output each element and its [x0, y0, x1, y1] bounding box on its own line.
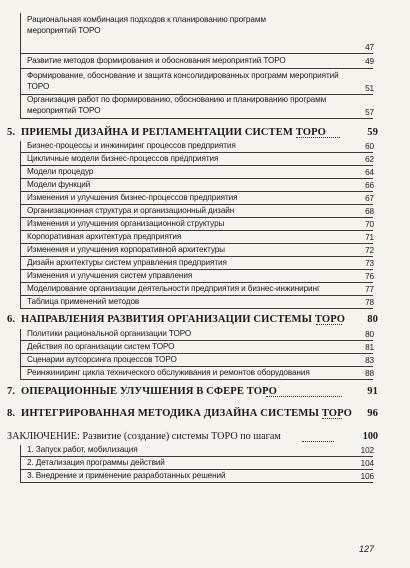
- leader-rule: [20, 191, 373, 192]
- toc-entry-page: 77: [365, 285, 374, 294]
- leader-dots: [266, 396, 342, 397]
- section-number: 7.: [7, 386, 16, 397]
- toc-entry-text-line2: мероприятий ТОРО: [27, 106, 101, 115]
- toc-entry-page: 73: [365, 259, 374, 268]
- conclusion-page: 100: [362, 431, 378, 442]
- toc-entry-page: 66: [365, 181, 374, 190]
- toc-entry-page: 81: [365, 343, 374, 352]
- toc-entry-page: 47: [365, 43, 374, 52]
- leader-rule: [20, 230, 373, 231]
- toc-entry-text: Моделирование организации деятельности предприятия и бизнес-инжиниринг: [27, 284, 320, 293]
- toc-entry-text: Организационная структура и организационный дизайн: [27, 206, 235, 215]
- toc-entry-text: Сценарии аутсорсинга процессов ТОРО: [27, 355, 177, 364]
- leader-rule: [20, 243, 373, 244]
- toc-entry: [0, 56, 410, 70]
- leader-rule: [20, 353, 373, 354]
- leader-rule: [20, 152, 373, 153]
- toc-section-8: [0, 408, 410, 422]
- toc-entry-text: 1. Запуск работ, мобилизация: [27, 445, 138, 454]
- toc-entry-text: Развитие методов формирования и обоснования мероприятий ТОРО: [27, 56, 286, 65]
- leader-dots: [316, 324, 342, 325]
- toc-entry-text-line1: Формирование, обоснование и защита консолидированных программ мероприятий: [27, 71, 339, 80]
- toc-entry-text: Таблица применений методов: [27, 297, 140, 306]
- toc-entry: [0, 15, 410, 59]
- conclusion-title: ЗАКЛЮЧЕНИЕ: Развитие (создание) системы ТОРО по шагам: [7, 431, 281, 442]
- toc-section-7: [0, 386, 410, 400]
- toc-entry-page: 70: [365, 220, 374, 229]
- toc-entry-page: 57: [365, 108, 374, 117]
- toc-entry: [0, 95, 410, 121]
- leader-rule: [20, 269, 373, 270]
- toc-entry-text: 2. Детализация программы действий: [27, 458, 165, 467]
- toc-entry-text: Корпоративная архитектура предприятия: [27, 232, 182, 241]
- toc-entry-text: Модели процедур: [27, 167, 94, 176]
- toc-entry-page: 106: [360, 472, 374, 481]
- toc-entry-page: 49: [365, 57, 374, 66]
- toc-entry-page: 51: [365, 84, 374, 93]
- toc-entry: [0, 71, 410, 97]
- leader-rule: [20, 295, 373, 296]
- toc-entry-page: 78: [365, 298, 374, 307]
- toc-entry-page: 88: [365, 369, 374, 378]
- leader-rule: [20, 178, 373, 179]
- section-page: 80: [367, 314, 378, 325]
- toc-entry-page: 68: [365, 207, 374, 216]
- toc-entry-page: 80: [365, 330, 374, 339]
- toc-entry-text-line1: Рациональная комбинация подходов к планированию программ: [27, 15, 266, 24]
- toc-conclusion: [0, 431, 410, 445]
- leader-dots: [296, 137, 340, 138]
- leader-rule: [20, 165, 373, 166]
- leader-rule-vertical: [20, 329, 21, 379]
- toc-entry-page: 83: [365, 356, 374, 365]
- toc-entry-page: 72: [365, 246, 374, 255]
- leader-dots: [322, 418, 342, 419]
- toc-entry-page: 102: [360, 446, 374, 455]
- toc-entry-text-line2: мероприятий ТОРО: [27, 26, 101, 35]
- section-title: ОПЕРАЦИОННЫЕ УЛУЧШЕНИЯ В СФЕРЕ ТОРО: [21, 386, 277, 397]
- leader-rule-vertical: [20, 13, 21, 118]
- section-page: 91: [367, 386, 378, 397]
- toc-entry-text: Модели функций: [27, 180, 91, 189]
- toc-entry-text: Изменения и улучшения корпоративной архитектуры: [27, 245, 225, 254]
- leader-rule: [20, 204, 373, 205]
- leader-rule: [20, 366, 373, 367]
- toc-entry-text: Изменения и улучшения бизнес-процессов предприятия: [27, 193, 238, 202]
- leader-rule: [20, 469, 373, 470]
- leader-rule: [20, 482, 373, 483]
- toc-entry-text: 3. Внедрение и применение разработанных решений: [27, 471, 226, 480]
- leader-rule-vertical: [20, 141, 21, 308]
- leader-rule: [20, 217, 373, 218]
- toc-entry-page: 67: [365, 194, 374, 203]
- leader-rule: [20, 53, 373, 54]
- toc-entry-page: 64: [365, 168, 374, 177]
- section-number: 6.: [7, 314, 16, 325]
- toc-entry-text: Изменения и улучшения организационной структуры: [27, 219, 225, 228]
- toc-entry-text-line2: ТОРО: [27, 82, 50, 91]
- leader-rule: [20, 340, 373, 341]
- leader-rule-vertical: [20, 445, 21, 482]
- section-title: ИНТЕГРИРОВАННАЯ МЕТОДИКА ДИЗАЙНА СИСТЕМЫ ТОРО: [21, 408, 352, 419]
- leader-rule: [20, 282, 373, 283]
- toc-entry-text: Бизнес-процессы и инжиниринг процессов предприятия: [27, 141, 236, 150]
- section-page: 59: [367, 127, 378, 138]
- toc-entry-page: 104: [360, 459, 374, 468]
- toc-entry-text: Действия по организации систем ТОРО: [27, 342, 175, 351]
- toc-entry-text: Цикличные модели бизнес-процессов предприятия: [27, 154, 219, 163]
- toc-entry-page: 62: [365, 155, 374, 164]
- leader-rule: [20, 456, 373, 457]
- leader-rule: [20, 379, 373, 380]
- toc-entry-page: 71: [365, 233, 374, 242]
- section-title: НАПРАВЛЕНИЯ РАЗВИТИЯ ОРГАНИЗАЦИИ СИСТЕМЫ ТОРО: [21, 314, 346, 325]
- leader-dots: [302, 441, 334, 442]
- leader-rule: [20, 256, 373, 257]
- toc-entry-text: Дизайн архитектуры систем управления предприятия: [27, 258, 227, 267]
- leader-rule: [20, 308, 373, 309]
- toc-entry-page: 60: [365, 142, 374, 151]
- section-number: 8.: [7, 408, 16, 419]
- section-page: 96: [367, 408, 378, 419]
- toc-section-6: [0, 314, 410, 328]
- section-title: ПРИЕМЫ ДИЗАЙНА И РЕГЛАМЕНТАЦИИ СИСТЕМ ТОРО: [21, 127, 326, 138]
- toc-entry-page: 76: [365, 272, 374, 281]
- leader-rule: [20, 68, 373, 69]
- toc-entry-text: Изменения и улучшения систем управления: [27, 271, 193, 280]
- toc-entry-text: Политики рациональной организации ТОРО: [27, 329, 192, 338]
- page-number: 127: [358, 544, 374, 554]
- toc-section-5: [0, 127, 410, 141]
- leader-rule: [20, 118, 373, 119]
- toc-entry-text-line1: Организация работ по формированию, обоснованию и планированию программ: [27, 95, 327, 104]
- toc-entry-text: Реинжиниринг цикла технического обслуживания и ремонтов оборудования: [27, 368, 310, 377]
- section-number: 5.: [7, 127, 16, 138]
